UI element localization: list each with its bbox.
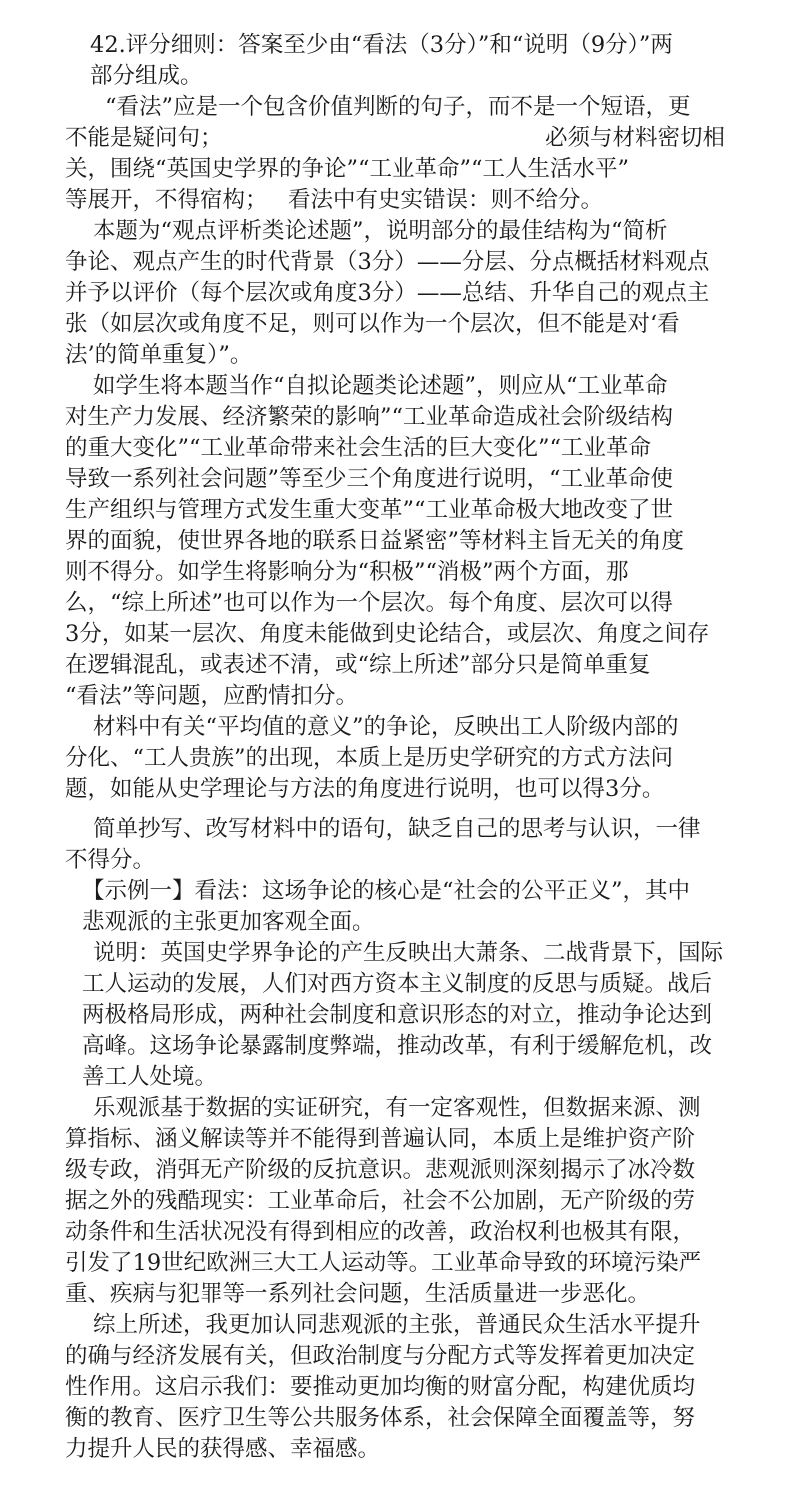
text-line: 必须与材料密切相 [545,125,726,151]
text-line: 么，“综上所述”也可以作为一个层次。每个角度、层次可以得 [65,590,674,616]
text-line: 悲观派的主张更加客观全面。 [82,909,375,935]
text-line: 动条件和生活状况没有得到相应的改善，政治权利也极其有限， [65,1219,696,1245]
text-line: 衡的教育、医疗卫生等公共服务体系，社会保障全面覆盖等，努 [65,1405,696,1431]
text-line: 法’的简单重复）”。 [65,342,253,368]
text-line: 级专政，消弭无产阶级的反抗意识。悲观派则深刻揭示了冰冷数 [65,1157,696,1183]
text-line: 不能是疑问句； [65,125,223,151]
text-line: 性作用。这启示我们：要推动更加均衡的财富分配，构建优质均 [65,1374,696,1400]
text-line: 对生产力发展、经济繁荣的影响”“工业革命造成社会阶级结构 [65,404,674,430]
text-line: 综上所述，我更加认同悲观派的主张，普通民众生活水平提升 [93,1312,701,1338]
text-line: 高峰。这场争论暴露制度弊端，推动改革，有利于缓解危机，改 [82,1033,713,1059]
text-line: 力提升人民的获得感、幸福感。 [65,1436,381,1462]
text-line: 善工人处境。 [82,1064,218,1090]
text-line: 说明：英国史学界争论的产生反映出大萧条、二战背景下，国际 [93,940,724,966]
text-line: 简单抄写、改写材料中的语句，缺乏自己的思考与认识，一律 [93,816,701,842]
text-line: “看法”应是一个包含价值判断的句子，而不是一个短语，更 [105,94,691,120]
text-line: 导致一系列社会问题”等至少三个角度进行说明，“工业革命使 [65,466,674,492]
text-line: 题，如能从史学理论与方法的角度进行说明，也可以得3分。 [65,776,665,802]
text-line: 的重大变化”“工业革命带来社会生活的巨大变化”“工业革命 [65,435,652,461]
text-line: 则不得分。如学生将影响分为“积极”“消极”两个方面，那 [65,559,629,585]
text-line: 42.评分细则：答案至少由“看法（3分）”和“说明（9分）”两 [90,32,673,58]
text-line: 3分，如某一层次、角度未能做到史论结合，或层次、角度之间存 [65,621,710,647]
text-line: 重、疾病与犯罪等一系列社会问题，生活质量进一步恶化。 [65,1281,651,1307]
text-line: “看法”等问题，应酌情扣分。 [65,683,359,709]
text-line: 分化、“工人贵族”的出现，本质上是历史学研究的方式方法问 [65,745,674,771]
text-line: 关，围绕“英国史学界的争论”“工业革命”“工人生活水平” [65,156,630,182]
text-line: 看法中有史实错误：则不给分。 [288,187,604,213]
text-line: 等展开，不得宿构； [65,187,268,213]
text-line: 两极格局形成，两种社会制度和意识形态的对立，推动争论达到 [82,1002,713,1028]
text-line: 材料中有关“平均值的意义”的争论，反映出工人阶级内部的 [93,714,679,740]
text-line: 在逻辑混乱，或表述不清，或“综上所述”部分只是简单重复 [65,652,651,678]
text-line: 本题为“观点评析类论述题”，说明部分的最佳结构为“简析 [93,218,668,244]
text-line: 工人运动的发展，人们对西方资本主义制度的反思与质疑。战后 [82,971,713,997]
text-line: 引发了19世纪欧洲三大工人运动等。工业革命导致的环境污染严 [65,1250,702,1276]
text-line: 争论、观点产生的时代背景（3分）——分层、分点概括材料观点 [65,249,710,275]
text-line: 不得分。 [65,847,156,873]
text-line: 的确与经济发展有关，但政治制度与分配方式等发挥着更加决定 [65,1343,696,1369]
text-line: 并予以评价（每个层次或角度3分）——总结、升华自己的观点主 [65,280,710,306]
text-line: 【示例一】看法：这场争论的核心是“社会的公平正义”，其中 [82,878,691,904]
text-line: 张（如层次或角度不足，则可以作为一个层次，但不能是对‘看 [65,311,680,337]
text-line: 如学生将本题当作“自拟论题类论述题”，则应从“工业革命 [93,373,668,399]
text-line: 生产组织与管理方式发生重大变革”“工业革命极大地改变了世 [65,497,674,523]
text-line: 部分组成。 [90,63,203,89]
text-line: 据之外的残酷现实：工业革命后，社会不公加剧，无产阶级的劳 [65,1188,696,1214]
text-line: 算指标、涵义解读等并不能得到普遍认同，本质上是维护资产阶 [65,1126,696,1152]
text-line: 界的面貌，使世界各地的联系日益紧密”等材料主旨无关的角度 [65,528,685,554]
text-line: 乐观派基于数据的实证研究，有一定客观性，但数据来源、测 [93,1095,701,1121]
